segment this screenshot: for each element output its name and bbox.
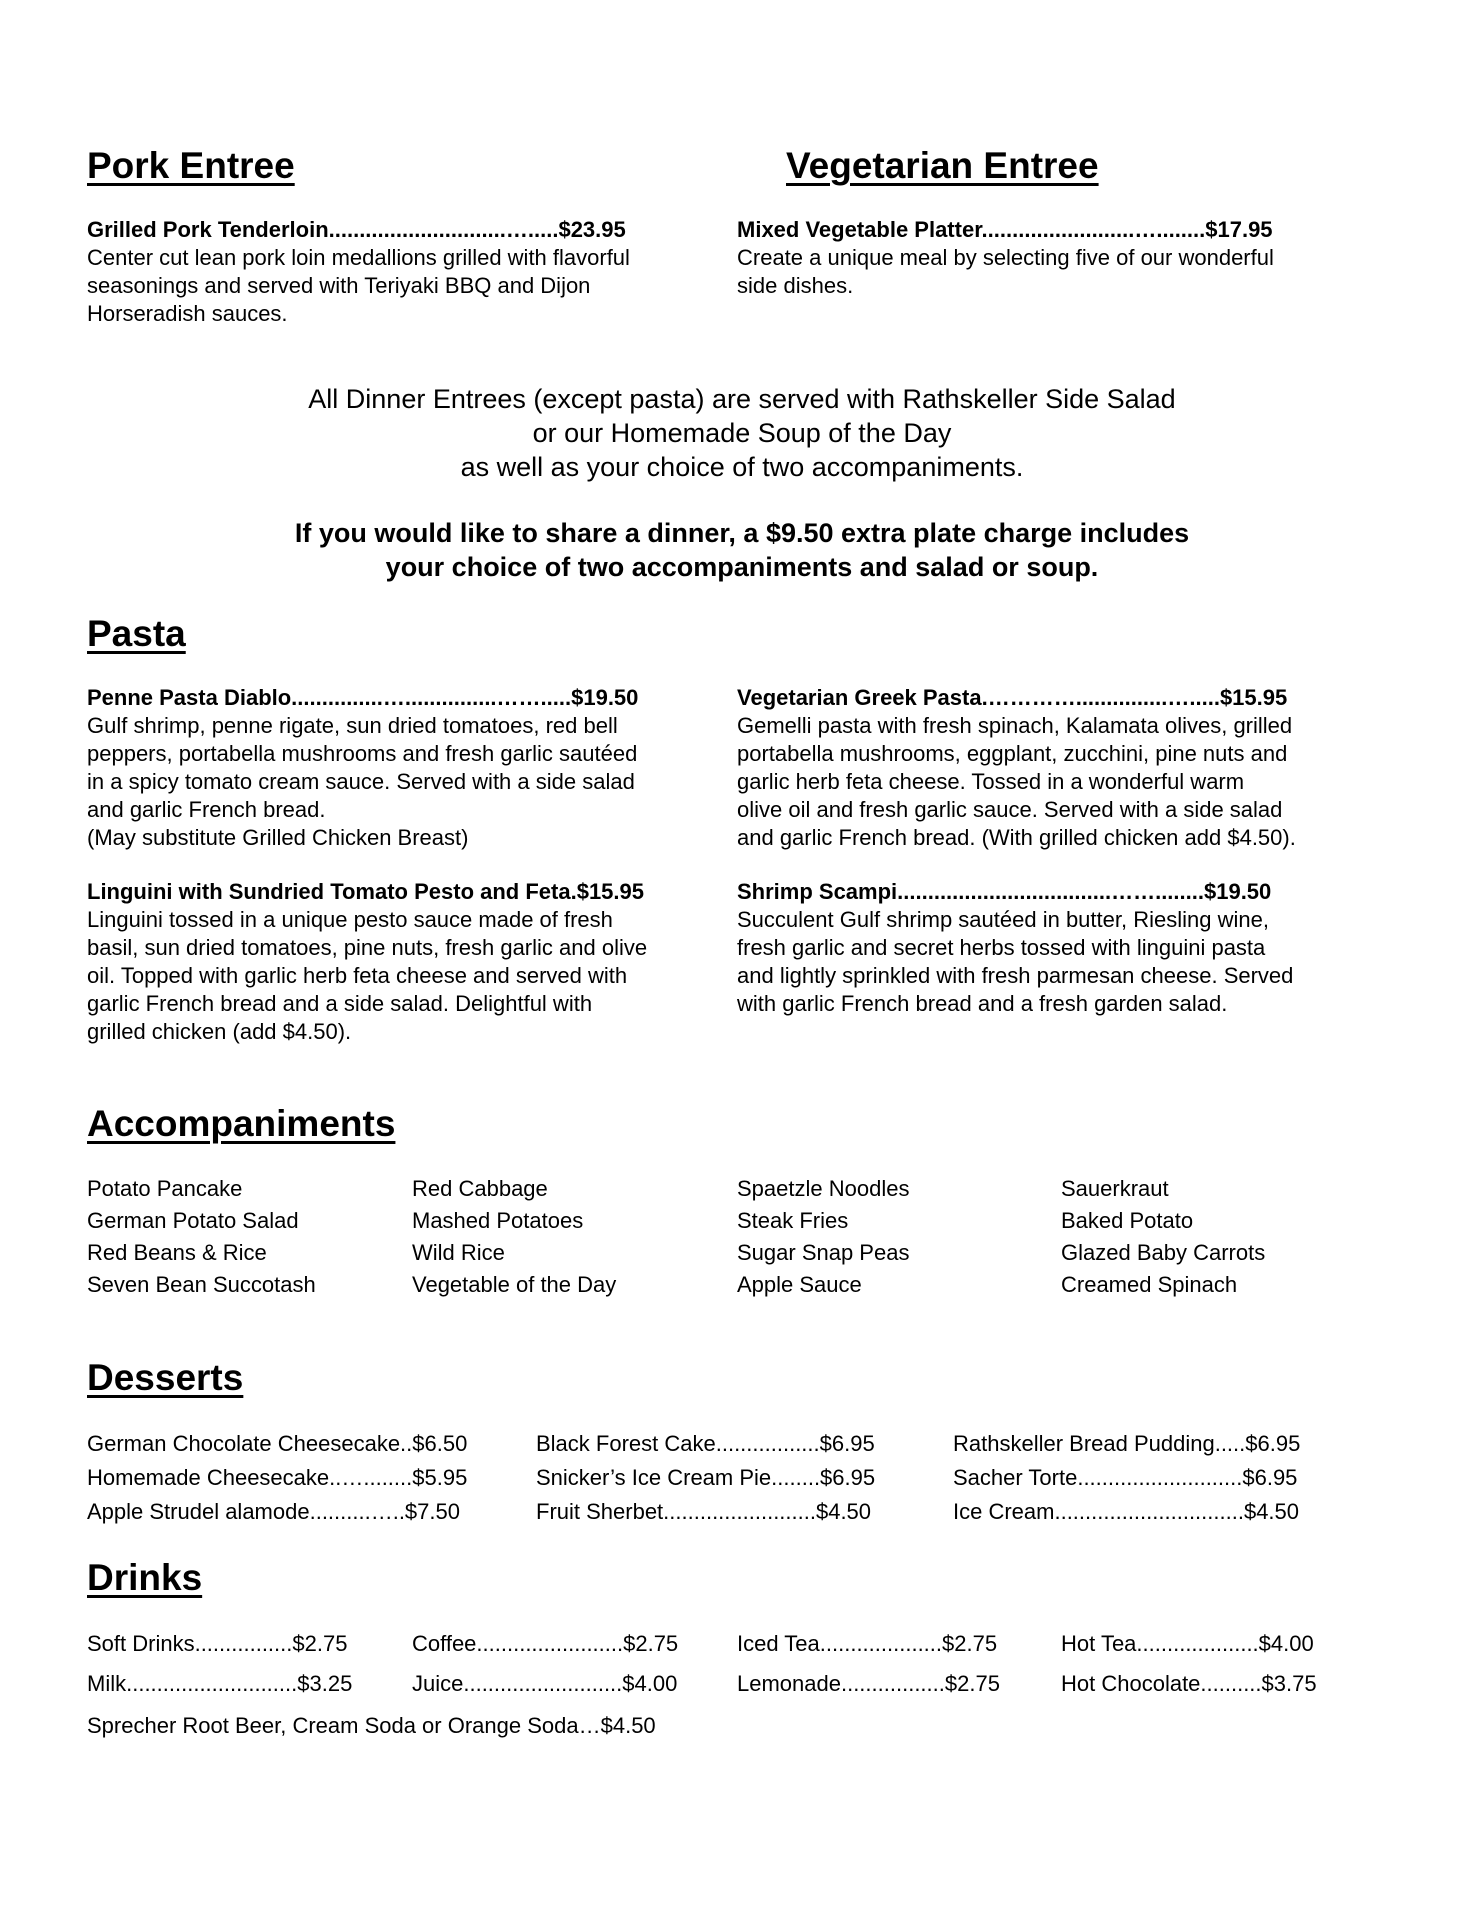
drink-item: Soft Drinks................$2.75: [87, 1631, 348, 1656]
drink-item: Iced Tea....................$2.75: [737, 1631, 998, 1656]
pasta-item-linguini: [87, 878, 727, 1046]
dessert-item: German Chocolate Cheesecake..$6.50: [87, 1431, 468, 1456]
accompaniments-heading: Accompaniments: [87, 1103, 396, 1144]
accompaniment-item: Vegetable of the Day: [412, 1272, 617, 1297]
pasta-item-penne: [87, 684, 727, 852]
dessert-item: Rathskeller Bread Pudding.....$6.95: [953, 1431, 1301, 1456]
pasta-item-desc: Linguini tossed in a unique pesto sauce made of fresh basil, sun dried tomatoes, pine nuts, fresh garlic and olive oil. Topped with garlic herb feta cheese and served with garlic French bread and a side salad. Delightful with grilled chicken (add $4.50).: [87, 907, 648, 1044]
vegetarian-item: [737, 216, 1377, 300]
drink-item: Juice..........................$4.00: [412, 1671, 678, 1696]
drink-item: Hot Tea....................$4.00: [1061, 1631, 1314, 1656]
accompaniment-item: Spaetzle Noodles: [737, 1176, 910, 1201]
share-line-2: your choice of two accompaniments and salad or soup.: [385, 552, 1099, 582]
accompaniment-item: German Potato Salad: [87, 1208, 299, 1233]
desserts-col-2: [536, 1430, 875, 1532]
accompaniment-item: Mashed Potatoes: [412, 1208, 584, 1233]
dessert-item: Ice Cream...............................$4.50: [953, 1499, 1300, 1524]
accompaniment-item: Steak Fries: [737, 1208, 849, 1233]
accompaniments-col-2: [412, 1175, 616, 1303]
dessert-item: Fruit Sherbet.........................$4.50: [536, 1499, 872, 1524]
dessert-item: Homemade Cheesecake..…........$5.95: [87, 1465, 468, 1490]
vegetarian-item-desc: Create a unique meal by selecting five of our wonderful side dishes.: [737, 245, 1274, 298]
accompaniment-item: Apple Sauce: [737, 1272, 862, 1297]
accompaniment-item: Red Cabbage: [412, 1176, 548, 1201]
notice-line-1: All Dinner Entrees (except pasta) are served with Rathskeller Side Salad: [308, 384, 1176, 414]
pasta-item-desc: Gemelli pasta with fresh spinach, Kalamata olives, grilled portabella mushrooms, eggplant, zucchini, pine nuts and garlic herb feta cheese. Tossed in a wonderful warm olive oil and fresh garlic sauce. Served with a side salad and garlic French bread. (With grilled chicken add $4.50).: [737, 713, 1296, 850]
notice-line-3: as well as your choice of two accompaniments.: [460, 452, 1024, 482]
accompaniment-item: Sugar Snap Peas: [737, 1240, 910, 1265]
pasta-item-title: Linguini with Sundried Tomato Pesto and Feta.$15.95: [87, 879, 644, 904]
share-notice: [0, 516, 1484, 584]
vegetarian-entree-heading: Vegetarian Entree: [786, 145, 1099, 186]
pasta-heading: Pasta: [87, 613, 186, 654]
accompaniment-item: Potato Pancake: [87, 1176, 243, 1201]
pasta-item-scampi: [737, 878, 1377, 1018]
accompaniment-item: Red Beans & Rice: [87, 1240, 267, 1265]
accompaniment-item: Sauerkraut: [1061, 1176, 1169, 1201]
desserts-col-1: [87, 1430, 467, 1532]
accompaniment-item: Creamed Spinach: [1061, 1272, 1238, 1297]
accompaniment-item: Glazed Baby Carrots: [1061, 1240, 1266, 1265]
desserts-col-3: [953, 1430, 1300, 1532]
pork-item: [87, 216, 727, 328]
specialty-soda-line: Sprecher Root Beer, Cream Soda or Orange Soda…$4.50: [87, 1713, 656, 1738]
share-line-1: If you would like to share a dinner, a $9.50 extra plate charge includes: [294, 518, 1190, 548]
pork-entree-heading: Pork Entree: [87, 145, 295, 186]
pasta-item-title: Shrimp Scampi...................................……........$19.50: [737, 879, 1272, 904]
pork-item-desc: Center cut lean pork loin medallions grilled with flavorful seasonings and served with Teriyaki BBQ and Dijon Horseradish sauces.: [87, 245, 630, 326]
drink-item: Coffee........................$2.75: [412, 1631, 679, 1656]
pasta-item-title: Penne Pasta Diablo...............…...............…….....$19.50: [87, 685, 639, 710]
accompaniment-item: Seven Bean Succotash: [87, 1272, 316, 1297]
accompaniment-item: Baked Potato: [1061, 1208, 1194, 1233]
dinner-notice: [0, 382, 1484, 484]
dessert-item: Snicker’s Ice Cream Pie........$6.95: [536, 1465, 876, 1490]
vegetarian-item-title: Mixed Vegetable Platter.........................…........$17.95: [737, 217, 1273, 242]
notice-line-2: or our Homemade Soup of the Day: [532, 418, 952, 448]
dessert-item: Sacher Torte...........................$6.95: [953, 1465, 1298, 1490]
drink-item: Hot Chocolate..........$3.75: [1061, 1671, 1317, 1696]
dessert-item: Black Forest Cake.................$6.95: [536, 1431, 875, 1456]
dessert-item: Apple Strudel alamode..........…..$7.50: [87, 1499, 460, 1524]
accompaniments-col-3: [737, 1175, 909, 1303]
drinks-heading: Drinks: [87, 1557, 203, 1598]
pasta-item-desc: Succulent Gulf shrimp sautéed in butter, Riesling wine, fresh garlic and secret herbs tossed with linguini pasta and lightly sprinkled with fresh parmesan cheese. Served with garlic French bread and a fresh garden salad.: [737, 907, 1294, 1016]
accompaniments-col-1: [87, 1175, 316, 1303]
pasta-item-title: Vegetarian Greek Pasta.…………...............….....$15.95: [737, 685, 1288, 710]
accompaniment-item: Wild Rice: [412, 1240, 505, 1265]
accompaniments-col-4: [1061, 1175, 1265, 1303]
desserts-heading: Desserts: [87, 1357, 244, 1398]
pasta-item-greek: [737, 684, 1377, 852]
pork-item-title: Grilled Pork Tenderloin.............................….....$23.95: [87, 217, 626, 242]
pasta-item-desc: Gulf shrimp, penne rigate, sun dried tomatoes, red bell peppers, portabella mushrooms and fresh garlic sautéed in a spicy tomato cream sauce. Served with a side salad and garlic French bread. (May substitute Grilled Chicken Breast): [87, 713, 638, 850]
drink-item: Milk............................$3.25: [87, 1671, 353, 1696]
drink-item: Lemonade.................$2.75: [737, 1671, 1000, 1696]
